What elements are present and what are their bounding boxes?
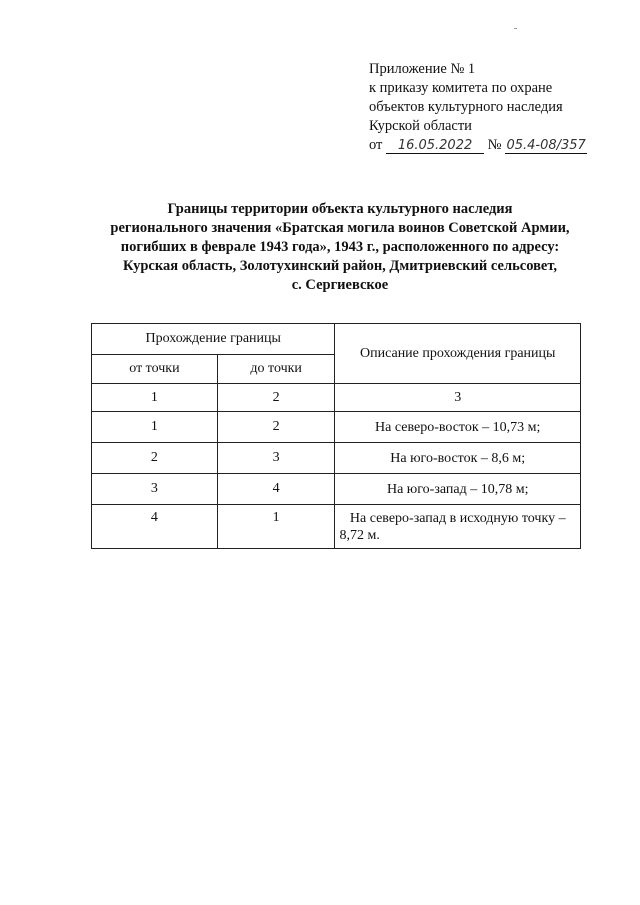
title-line-1: Границы территории объекта культурного наследия bbox=[167, 201, 513, 217]
annex-committee: объектов культурного наследия bbox=[369, 99, 563, 115]
cell-from: 2 bbox=[92, 443, 218, 474]
annex-date-number-row bbox=[369, 136, 587, 155]
title-line-2: регионального значения «Братская могила воинов Советской Армии, bbox=[110, 220, 570, 236]
annex-number: Приложение № 1 bbox=[369, 61, 476, 77]
cell-from: 1 bbox=[92, 412, 218, 443]
cell-to: 3 bbox=[217, 443, 335, 474]
cell-to: 2 bbox=[217, 412, 335, 443]
table-index-row bbox=[92, 384, 581, 412]
annex-header bbox=[369, 60, 587, 155]
title-line-5: с. Сергиевское bbox=[291, 277, 389, 293]
index-cell: 1 bbox=[92, 384, 218, 412]
header-boundary-passage: Прохождение границы bbox=[92, 324, 335, 355]
number-prefix: № bbox=[487, 137, 502, 153]
document-title bbox=[60, 200, 620, 295]
title-line-3: погибших в феврале 1943 года», 1943 г., расположенного по адресу: bbox=[120, 239, 560, 255]
header-from-point: от точки bbox=[92, 355, 218, 384]
handwritten-order-number: 05.4-08/357 bbox=[506, 138, 586, 153]
table-row bbox=[92, 412, 581, 443]
cell-description: На юго-восток – 8,6 м; bbox=[335, 443, 581, 474]
table-row bbox=[92, 505, 581, 549]
table-header-row bbox=[92, 324, 581, 355]
cell-to: 1 bbox=[217, 505, 335, 549]
annex-order-ref: к приказу комитета по охране bbox=[369, 80, 553, 96]
cell-description: На северо-запад в исходную точку – 8,72 м. bbox=[335, 505, 581, 549]
date-prefix: от bbox=[369, 137, 383, 153]
handwritten-date: 16.05.2022 bbox=[386, 138, 484, 154]
annex-region: Курской области bbox=[369, 118, 472, 134]
index-cell: 3 bbox=[335, 384, 581, 412]
cell-to: 4 bbox=[217, 474, 335, 505]
boundary-table bbox=[91, 323, 581, 549]
index-cell: 2 bbox=[217, 384, 335, 412]
cell-description: На юго-запад – 10,78 м; bbox=[335, 474, 581, 505]
cell-from: 3 bbox=[92, 474, 218, 505]
cell-description: На северо-восток – 10,73 м; bbox=[335, 412, 581, 443]
table-row bbox=[92, 474, 581, 505]
scan-speck bbox=[514, 28, 517, 29]
header-to-point: до точки bbox=[217, 355, 335, 384]
header-boundary-description: Описание прохождения границы bbox=[335, 324, 581, 384]
table-row bbox=[92, 443, 581, 474]
cell-from: 4 bbox=[92, 505, 218, 549]
title-line-4: Курская область, Золотухинский район, Дмитриевский сельсовет, bbox=[122, 258, 558, 274]
